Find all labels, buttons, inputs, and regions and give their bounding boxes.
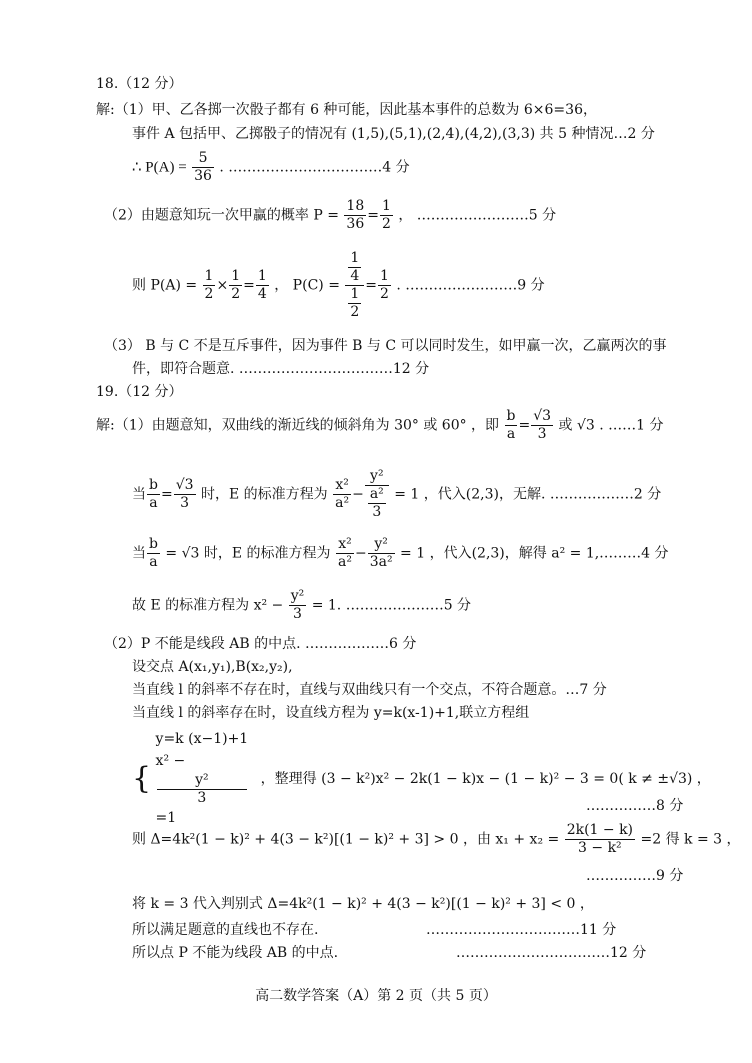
num: y²: [365, 468, 389, 486]
num: y²: [290, 588, 305, 604]
den: 36: [346, 216, 365, 232]
den: 2: [381, 216, 391, 232]
fraction-1-2: [380, 198, 393, 233]
fraction: [229, 268, 242, 303]
q18-line-3: [132, 150, 410, 185]
fraction-b-a: [147, 477, 160, 512]
den: 2: [380, 286, 389, 302]
den: a: [506, 426, 516, 442]
text: ， P(C) =: [274, 277, 340, 294]
text: x² −: [155, 753, 186, 769]
fraction: [348, 250, 361, 285]
den: [365, 486, 389, 521]
num: 1: [350, 250, 360, 266]
q19-line-2: [132, 468, 661, 521]
score-5: = 1. …………………5 分: [311, 597, 472, 614]
eq: =: [243, 277, 255, 294]
q18-line-6: （3） B 与 C 不是互斥事件，因为事件 B 与 C 可以同时发生，如甲赢一次，乙赢两次的事: [104, 338, 667, 354]
q19-line-4: [132, 588, 471, 623]
num: x²: [333, 477, 351, 495]
eq: =: [365, 277, 378, 294]
num: 1: [204, 268, 214, 284]
fraction: [256, 268, 269, 303]
text: ，整理得 (3 − k²)x² − 2k(1 − k)x − (1 − k)² − 3 = 0( k ≠ ±√3) ，: [260, 770, 711, 787]
q18-line-5: [132, 250, 545, 321]
q19-header: 19.（12 分）: [96, 384, 183, 400]
den: 3a²: [369, 554, 393, 570]
den: 36: [194, 168, 212, 184]
fraction: [157, 772, 248, 807]
num: [345, 250, 364, 286]
num: √3: [175, 477, 194, 493]
num: b: [149, 536, 158, 552]
page-footer: 高二数学答案（A）第 2 页（共 5 页）: [255, 988, 497, 1004]
den: a: [149, 495, 158, 511]
compound-fraction: [345, 250, 364, 321]
fraction: [368, 486, 386, 521]
fraction: [565, 822, 635, 857]
fraction-y2-3: [289, 588, 307, 623]
eq: =: [518, 417, 531, 434]
minus: −: [352, 486, 364, 503]
text: 故 E 的标准方程为 x² −: [132, 597, 284, 614]
q19-line-13: 将 k = 3 代入判别式 Δ=4k²(1 − k)² + 4(3 − k²)[(1 − k)² + 3] < 0 ，: [132, 896, 594, 912]
num: 18: [346, 198, 365, 214]
score-5: ， ……………………5 分: [398, 207, 557, 224]
fraction-sqrt3-3: [531, 408, 553, 443]
text: 则 P(A) =: [132, 277, 198, 294]
den: 3: [180, 495, 190, 511]
fraction: [336, 536, 354, 571]
score-4: = 1 ，代入(2,3)，解得 a² = 1,………4 分: [400, 545, 669, 562]
q18-header: 18.（12 分）: [96, 76, 183, 92]
den: 3: [372, 504, 382, 520]
fraction: [333, 477, 351, 512]
num: √3: [533, 408, 552, 424]
num: 2k(1 − k): [566, 822, 634, 838]
left-brace: {: [132, 760, 152, 796]
num: 1: [231, 268, 241, 284]
text: 当: [132, 486, 146, 503]
text: 解:（1）由题意知，双曲线的渐近线的倾斜角为 30° 或 60° ，即: [96, 417, 500, 434]
q18-line-2: 事件 A 包括甲、乙掷骰子的情况有 (1,5),(5,1),(2,4),(4,2),(3,3) 共 5 种情况…2 分: [132, 126, 655, 142]
text: 时，E 的标准方程为: [200, 486, 328, 503]
den: 3: [197, 790, 207, 806]
q19-line-11: [132, 822, 741, 857]
q19-score-9: ……………9 分: [586, 868, 684, 884]
den: 4: [257, 286, 267, 302]
q19-line-15: 所以点 P 不能为线段 AB 的中点.: [132, 945, 339, 961]
q18-line-1: 解:（1）甲、乙各掷一次骰子都有 6 种可能，因此基本事件的总数为 6×6=36，: [96, 102, 597, 118]
num: 1: [380, 268, 389, 284]
q18-line-7: 件，即符合题意. ……………………………12 分: [132, 361, 430, 377]
text: =2 得 k = 3 ，: [640, 831, 741, 848]
eq: =: [160, 486, 173, 503]
text: （2）由题意知玩一次甲赢的概率 P =: [104, 207, 339, 224]
fraction-b-a: [147, 536, 160, 571]
den: 4: [350, 268, 360, 284]
den: 2: [204, 286, 214, 302]
q19-score-8: ……………8 分: [586, 798, 684, 814]
score-9: . ……………………9 分: [396, 277, 545, 294]
fraction: [368, 536, 395, 571]
text: 则 Δ=4k²(1 − k)² + 4(3 − k²)[(1 − k)² + 3] > 0 ，由 x₁ + x₂ =: [132, 831, 560, 848]
den: 2: [350, 304, 360, 320]
num: y²: [157, 772, 248, 790]
num: 1: [257, 268, 267, 284]
num: b: [149, 477, 158, 493]
q19-score-11: ……………………………11 分: [426, 922, 617, 938]
num: b: [506, 408, 516, 424]
num: y²: [368, 536, 395, 554]
den: a: [149, 554, 158, 570]
q18-line-4: [104, 198, 556, 233]
compound-fraction: [365, 468, 389, 521]
eq: =: [367, 207, 379, 224]
q19-line-8: 当直线 l 的斜率存在时，设直线方程为 y=k(x-1)+1,联立方程组: [132, 705, 530, 721]
score-4: . ……………………………4 分: [219, 159, 410, 176]
score-1: 或 √3 . ……1 分: [558, 417, 664, 434]
num: 1: [350, 286, 360, 302]
q19-line-5: （2）P 不能是线段 AB 的中点. ………………6 分: [104, 636, 417, 652]
num: 5: [192, 150, 214, 168]
fraction-5-36: [192, 150, 214, 185]
fraction: [174, 477, 196, 512]
text: 当: [132, 545, 146, 562]
num: 1: [381, 198, 391, 214]
score-2: = 1 ，代入(2,3)，无解. ………………2 分: [394, 486, 662, 503]
text: =1: [155, 810, 177, 826]
fraction: [348, 286, 361, 321]
q19-line-1: [96, 408, 664, 443]
den: 3: [293, 606, 302, 622]
num: a²: [369, 486, 384, 502]
q19-line-14: 所以满足题意的直线也不存在.: [132, 922, 319, 938]
den: a²: [338, 554, 352, 570]
text: = √3 时，E 的标准方程为: [165, 545, 331, 562]
fraction: [378, 268, 391, 303]
times: ×: [216, 277, 229, 294]
q19-line-7: 当直线 l 的斜率不存在时，直线与双曲线只有一个交点，不符合题意。…7 分: [132, 682, 607, 698]
num: x²: [336, 536, 354, 554]
system-lines: [156, 728, 249, 829]
den: 3 − k²: [578, 840, 622, 856]
system-line-1: y=k (x−1)+1: [155, 731, 249, 747]
q19-line-6: 设交点 A(x₁,y₁),B(x₂,y₂),: [132, 659, 293, 675]
fraction-18-36: [344, 198, 366, 233]
fraction-b-a: [505, 408, 518, 443]
q19-score-12: ……………………………12 分: [456, 945, 647, 961]
system-line-2: [156, 750, 249, 829]
fraction: [203, 268, 216, 303]
minus: −: [354, 545, 367, 562]
den: 2: [231, 286, 241, 302]
q19-line-3: [132, 536, 669, 571]
prob-a-label: ∴ P(A) =: [132, 159, 187, 176]
den: [345, 286, 364, 321]
den: a²: [335, 495, 350, 511]
den: 3: [537, 426, 547, 442]
